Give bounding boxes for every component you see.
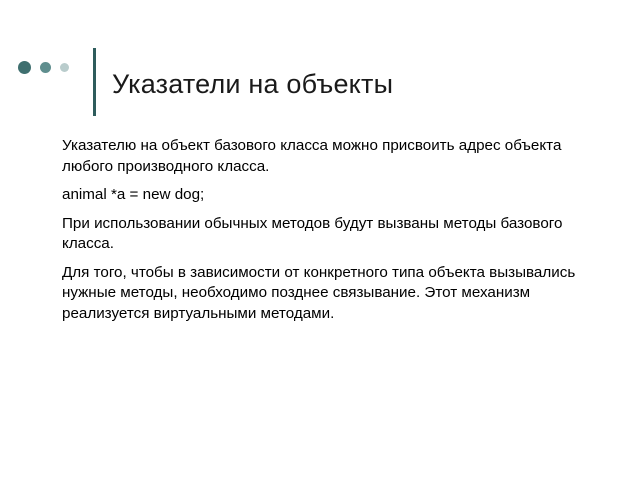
title-area xyxy=(0,28,640,100)
body-paragraph-4: Для того, чтобы в зависимости от конкретного типа объекта вызывались нужные методы, необходимо позднее связывание. Этот механизм реализуется виртуальными методами. xyxy=(62,263,576,322)
circle-icon-dark xyxy=(18,61,31,74)
circle-icon-light xyxy=(60,63,69,72)
body-paragraph-3: При использовании обычных методов будут вызваны методы базового класса. xyxy=(62,214,563,252)
decorative-dots xyxy=(18,61,69,74)
circle-icon-medium xyxy=(40,62,51,73)
slide-body xyxy=(62,136,592,332)
page-title: Указатели на объекты xyxy=(112,69,394,99)
body-paragraph-2-code: animal *a = new dog; xyxy=(62,186,205,203)
title-divider xyxy=(93,48,96,116)
body-paragraph-1: Указателю на объект базового класса можно присвоить адрес объекта любого производного класса. xyxy=(62,137,562,175)
